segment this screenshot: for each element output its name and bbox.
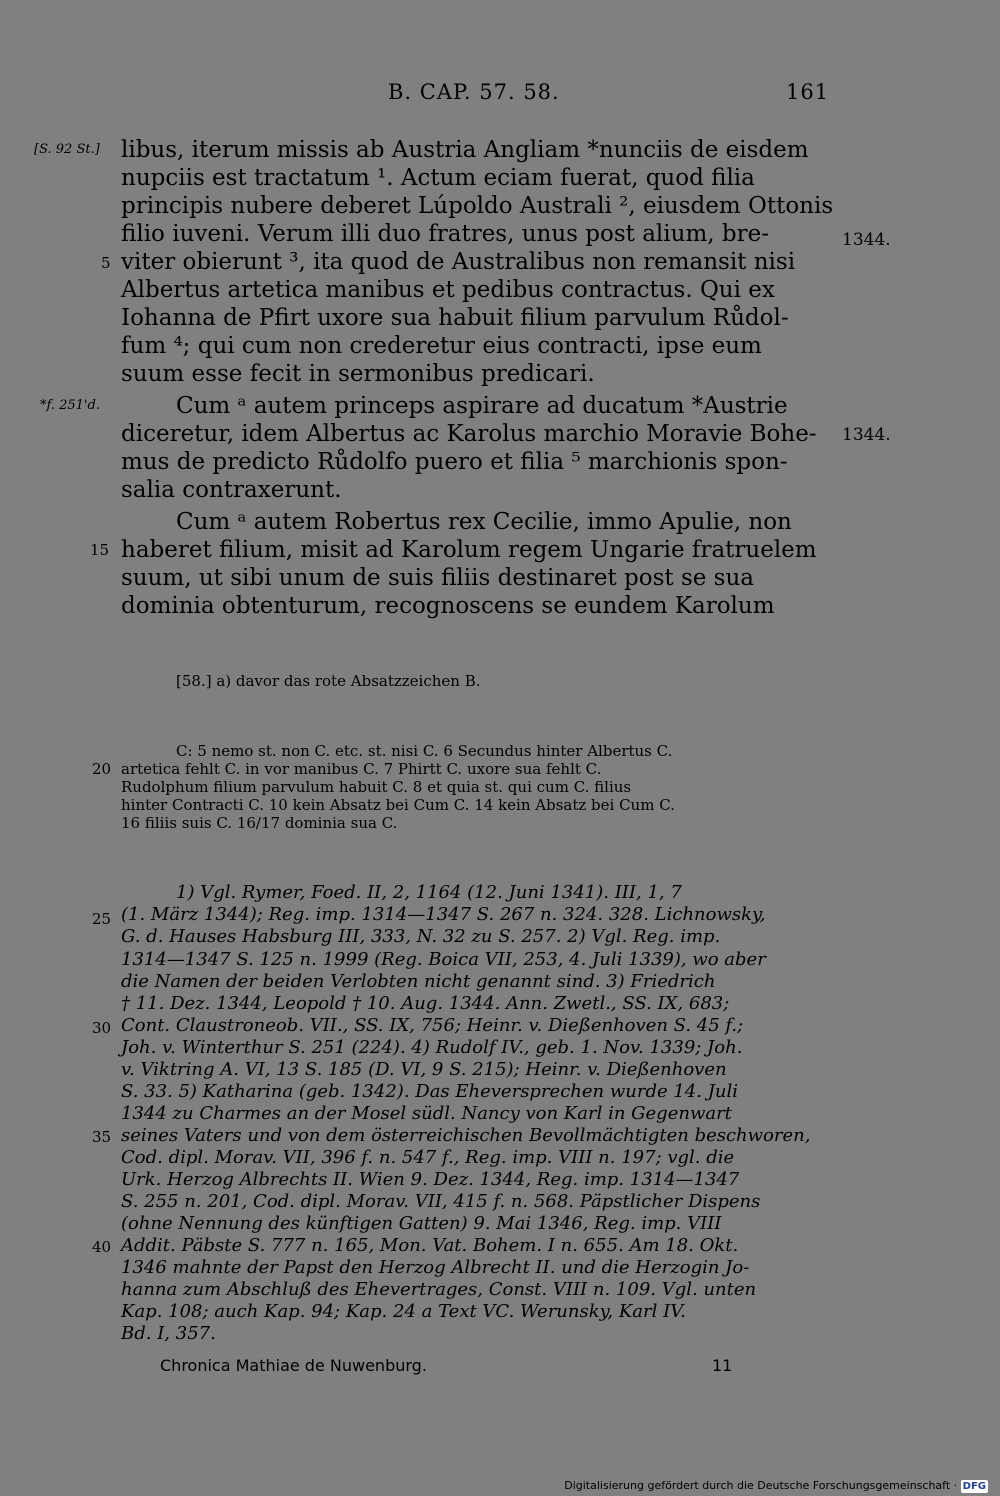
main-line: dominia obtenturum, recognoscens se eundem Karolum [121,593,775,619]
note-line: 1344 zu Charmes an der Mosel südl. Nancy von Karl in Gegenwart [121,1103,732,1124]
book-title: Chronica Mathiae de Nuwenburg. [160,1356,427,1375]
note-line: Addit. Päbste S. 777 n. 165, Mon. Vat. Bohem. I n. 655. Am 18. Okt. [121,1235,739,1256]
margin-source-ref: [S. 92 St.] [34,142,100,157]
main-line: Albertus artetica manibus et pedibus contractus. Qui ex [121,277,775,303]
note-line: (ohne Nennung des künftigen Gatten) 9. Mai 1346, Reg. imp. VIII [121,1213,722,1234]
main-line: principis nubere deberet Lúpoldo Australi ², eiusdem Ottonis [121,193,834,219]
note-line: Joh. v. Winterthur S. 251 (224). 4) Rudolf IV., geb. 1. Nov. 1339; Joh. [121,1037,743,1058]
line-number: 30 [92,1019,112,1037]
page-number: 161 [786,80,830,104]
apparatus-line: artetica fehlt C. in vor manibus C. 7 Phirtt C. uxore sua fehlt C. [121,760,602,778]
note-line: Bd. I, 357. [121,1323,216,1344]
margin-year: 1344. [842,230,891,250]
signature-mark: 11 [712,1356,733,1375]
note-line: Kap. 108; auch Kap. 94; Kap. 24 a Text VC. Werunsky, Karl IV. [121,1301,686,1322]
apparatus-line: hinter Contracti C. 10 kein Absatz bei Cum C. 14 kein Absatz bei Cum C. [121,796,675,814]
note-line: hanna zum Abschluß des Ehevertrages, Const. VIII n. 109. Vgl. unten [121,1279,757,1300]
margin-folio-ref: *f. 251'd. [40,398,100,413]
note-line: Cont. Claustroneob. VII., SS. IX, 756; Heinr. v. Dießenhoven S. 45 f.; [121,1015,744,1036]
apparatus-line: 16 filiis suis C. 16/17 dominia sua C. [121,814,398,832]
line-number: 5 [101,254,111,272]
main-line: libus, iterum missis ab Austria Angliam *nunciis de eisdem [121,137,809,163]
line-number: 35 [92,1128,112,1146]
note-line: 1314—1347 S. 125 n. 1999 (Reg. Boica VII, 253, 4. Juli 1339), wo aber [121,949,766,970]
note-line: S. 255 n. 201, Cod. dipl. Morav. VII, 415 f. n. 568. Päpstlicher Dispens [121,1191,761,1212]
note-line: (1. März 1344); Reg. imp. 1314—1347 S. 267 n. 324. 328. Lichnowsky, [121,904,766,925]
line-number: 20 [92,760,112,778]
note-line: Cod. dipl. Morav. VII, 396 f. n. 547 f., Reg. imp. VIII n. 197; vgl. die [121,1147,735,1168]
note-line: 1) Vgl. Rymer, Foed. II, 2, 1164 (12. Juni 1341). III, 1, 7 [176,882,682,903]
main-line: salia contraxerunt. [121,477,342,503]
apparatus-note: [58.] a) davor das rote Absatzzeichen B. [176,672,481,690]
note-line: G. d. Hauses Habsburg III, 333, N. 32 zu S. 257. 2) Vgl. Reg. imp. [121,926,721,947]
note-line: v. Viktring A. VI, 13 S. 185 (D. VI, 9 S. 215); Heinr. v. Dießenhoven [121,1059,727,1080]
main-line: diceretur, idem Albertus ac Karolus marchio Moravie Bohe- [121,421,817,447]
main-line: fum ⁴; qui cum non crederetur eius contracti, ipse eum [121,333,762,359]
main-line: suum, ut sibi unum de suis filiis destinaret post se sua [121,565,754,591]
main-line: Cum ᵃ autem princeps aspirare ad ducatum *Austrie [176,393,788,419]
note-line: die Namen der beiden Verlobten nicht genannt sind. 3) Friedrich [121,971,716,992]
main-line: Cum ᵃ autem Robertus rex Cecilie, immo Apulie, non [176,509,792,535]
apparatus-line: Rudolphum filium parvulum habuit C. 8 et quia st. qui cum C. filius [121,778,632,796]
apparatus-line: C: 5 nemo st. non C. etc. st. nisi C. 6 Secundus hinter Albertus C. [176,742,673,760]
line-number: 40 [92,1238,112,1256]
main-line: filio iuveni. Verum illi duo fratres, unus post alium, bre- [121,221,769,247]
line-number: 25 [92,910,112,928]
note-line: S. 33. 5) Katharina (geb. 1342). Das Eheversprechen wurde 14. Juli [121,1081,739,1102]
main-line: nupciis est tractatum ¹. Actum eciam fuerat, quod filia [121,165,755,191]
main-line: viter obierunt ³, ita quod de Australibus non remansit nisi [121,249,796,275]
line-number: 15 [90,541,110,559]
note-line: † 11. Dez. 1344, Leopold † 10. Aug. 1344. Ann. Zwetl., SS. IX, 683; [121,993,730,1014]
note-line: Urk. Herzog Albrechts II. Wien 9. Dez. 1344, Reg. imp. 1314—1347 [121,1169,740,1190]
main-line: Iohanna de Pfirt uxore sua habuit filium parvulum Růdol- [121,305,789,331]
note-line: seines Vaters und von dem österreichischen Bevollmächtigten beschworen, [121,1125,811,1146]
main-line: haberet filium, misit ad Karolum regem Ungarie fratruelem [121,537,817,563]
digitization-credit [564,1479,988,1492]
running-title: B. CAP. 57. 58. [388,80,560,104]
note-line: 1346 mahnte der Papst den Herzog Albrecht II. und die Herzogin Jo- [121,1257,750,1278]
main-line: mus de predicto Růdolfo puero et filia ⁵ marchionis spon- [121,449,788,475]
main-line: suum esse fecit in sermonibus predicari. [121,361,595,387]
margin-year: 1344. [842,425,891,445]
dfg-logo-icon: DFG [962,1481,986,1492]
credit-text: Digitalisierung gefördert durch die Deutsche Forschungsgemeinschaft · [564,1479,958,1492]
